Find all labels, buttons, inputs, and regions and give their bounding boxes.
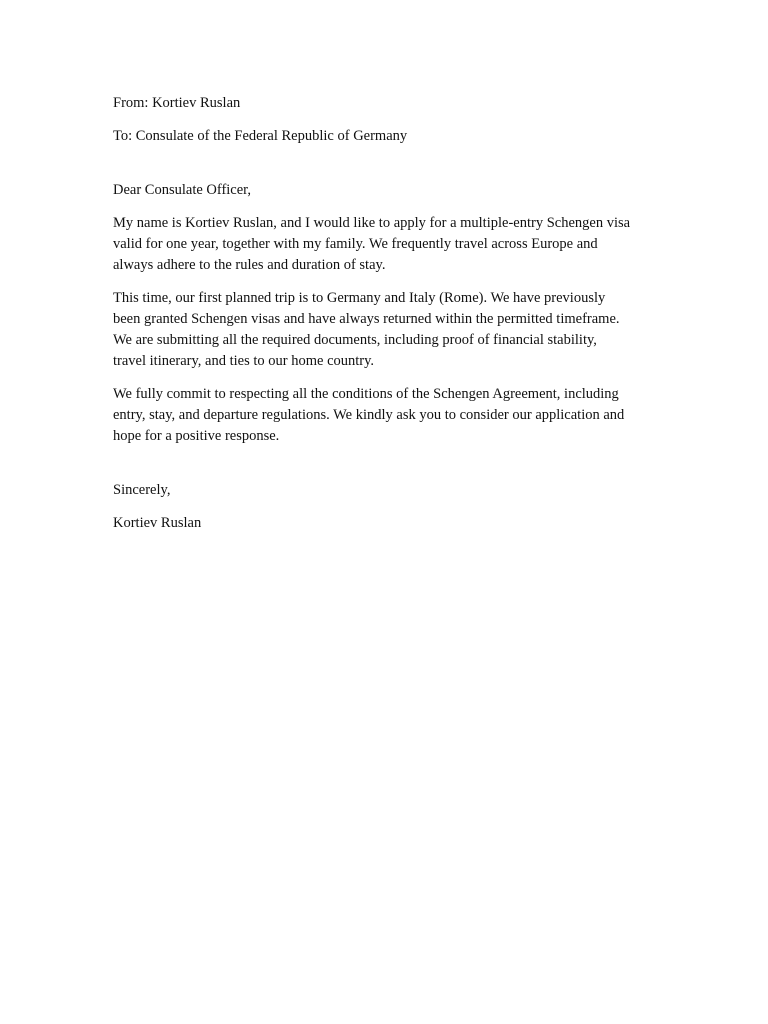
letter-body	[113, 93, 658, 534]
spacer	[113, 372, 658, 384]
paragraph-line: been granted Schengen visas and have always returned within the permitted timeframe.	[113, 311, 620, 327]
paragraph-line: travel itinerary, and ties to our home country.	[113, 353, 375, 369]
spacer	[113, 114, 658, 126]
from-line: From: Kortiev Ruslan	[113, 95, 241, 111]
paragraph-line: entry, stay, and departure regulations. We kindly ask you to consider our application and	[113, 407, 625, 423]
paragraph-1	[113, 213, 658, 276]
spacer	[113, 147, 658, 180]
paragraph-line: always adhere to the rules and duration of stay.	[113, 257, 386, 273]
paragraph-3	[113, 384, 658, 447]
paragraph-2	[113, 288, 658, 372]
signature: Kortiev Ruslan	[113, 515, 202, 531]
spacer	[113, 201, 658, 213]
spacer	[113, 276, 658, 288]
paragraph-line: My name is Kortiev Ruslan, and I would like to apply for a multiple-entry Schengen visa	[113, 215, 631, 231]
paragraph-line: hope for a positive response.	[113, 428, 280, 444]
paragraph-line: We fully commit to respecting all the conditions of the Schengen Agreement, including	[113, 386, 619, 402]
spacer	[113, 501, 658, 513]
spacer	[113, 447, 658, 480]
closing: Sincerely,	[113, 482, 171, 498]
paragraph-line: We are submitting all the required documents, including proof of financial stability,	[113, 332, 597, 348]
to-line: To: Consulate of the Federal Republic of Germany	[113, 128, 408, 144]
salutation: Dear Consulate Officer,	[113, 182, 252, 198]
paragraph-line: This time, our first planned trip is to Germany and Italy (Rome). We have previously	[113, 290, 606, 306]
paragraph-line: valid for one year, together with my family. We frequently travel across Europe and	[113, 236, 598, 252]
